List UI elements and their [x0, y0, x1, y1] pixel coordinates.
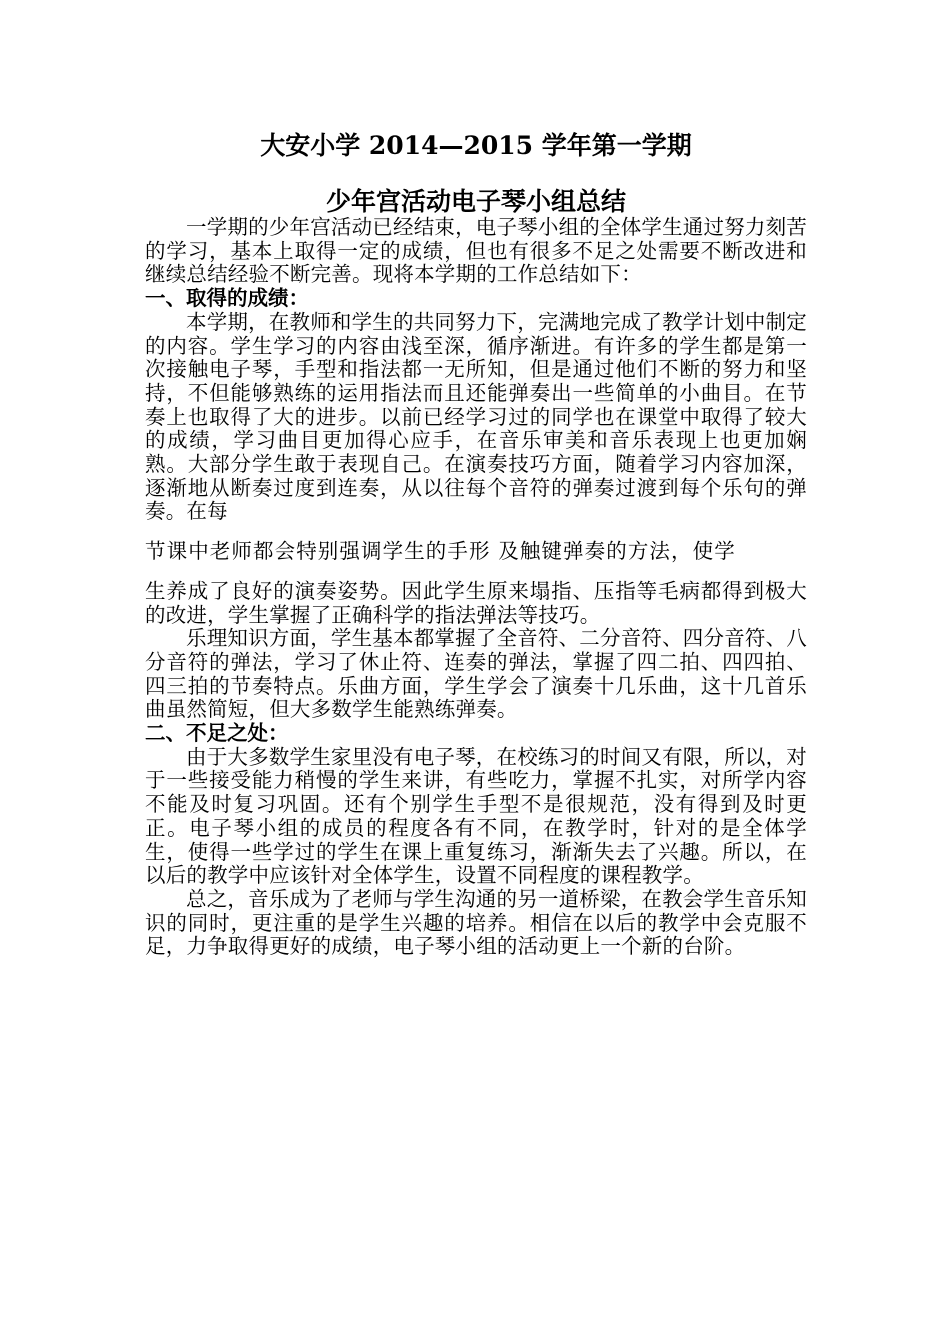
- document-title-line2: 少年宫活动电子琴小组总结: [325, 187, 626, 216]
- section1-paragraph1-part-b: 节课中老师都会特别强调学生的手形 及触键弹奏的方法，使学: [145, 539, 736, 564]
- conclusion-paragraph: 总之，音乐成为了老师与学生沟通的另一道桥梁，在教会学生音乐知识的同时，更注重的是学生兴趣的培养。相信在以后的教学中会克服不足，力争取得更好的成绩，电子琴小组的活动更上一个新的台阶。: [145, 886, 807, 959]
- document-page: [145, 128, 807, 959]
- section2-heading: 二、不足之处：: [145, 721, 289, 746]
- document-title-line1: 大安小学 2014—2015 学年第一学期: [260, 131, 692, 160]
- section1-paragraph2: 乐理知识方面，学生基本都掌握了全音符、二分音符、四分音符、八分音符的弹法，学习了休止符、连奏的弹法，掌握了四二拍、四四拍、四三拍的节奏特点。乐曲方面，学生学会了演奏十几乐曲，这十几首乐曲虽然简短，但大多数学生能熟练弹奏。: [145, 626, 807, 722]
- section1-paragraph1-part-c: 生养成了良好的演奏姿势。因此学生原来塌指、压指等毛病都得到极大的改进，学生掌握了正确科学的指法弹法等技巧。: [145, 578, 807, 627]
- section1-heading: 一、取得的成绩：: [145, 286, 309, 311]
- section2-paragraph1: 由于大多数学生家里没有电子琴，在校练习的时间又有限，所以，对于一些接受能力稍慢的学生来讲，有些吃力，掌握不扎实，对所学内容不能及时复习巩固。还有个别学生手型不是很规范，没有得到及时更正。电子琴小组的成员的程度各有不同，在教学时，针对的是全体学生，使得一些学过的学生在课上重复练习，渐渐失去了兴趣。所以，在以后的教学中应该针对全体学生，设置不同程度的课程教学。: [145, 744, 807, 888]
- section1-paragraph1-part-a: 本学期，在教师和学生的共同努力下，完满地完成了教学计划中制定的内容。学生学习的内容由浅至深，循序渐进。有许多的学生都是第一次接触电子琴，手型和指法都一无所知，但是通过他们不断的努力和坚持，不但能够熟练的运用指法而且还能弹奏出一些简单的小曲目。在节奏上也取得了大的进步。以前已经学习过的同学也在课堂中取得了较大的成绩，学习曲目更加得心应手，在音乐审美和音乐表现上也更加娴熟。大部分学生敢于表现自己。在演奏技巧方面，随着学习内容加深，逐渐地从断奏过度到连奏，从以往每个音符的弹奏过渡到每个乐句的弹奏。在每: [145, 309, 807, 524]
- intro-paragraph: 一学期的少年宫活动已经结束，电子琴小组的全体学生通过努力刻苦的学习，基本上取得一定的成绩，但也有很多不足之处需要不断改进和继续总结经验不断完善。现将本学期的工作总结如下：: [145, 215, 807, 287]
